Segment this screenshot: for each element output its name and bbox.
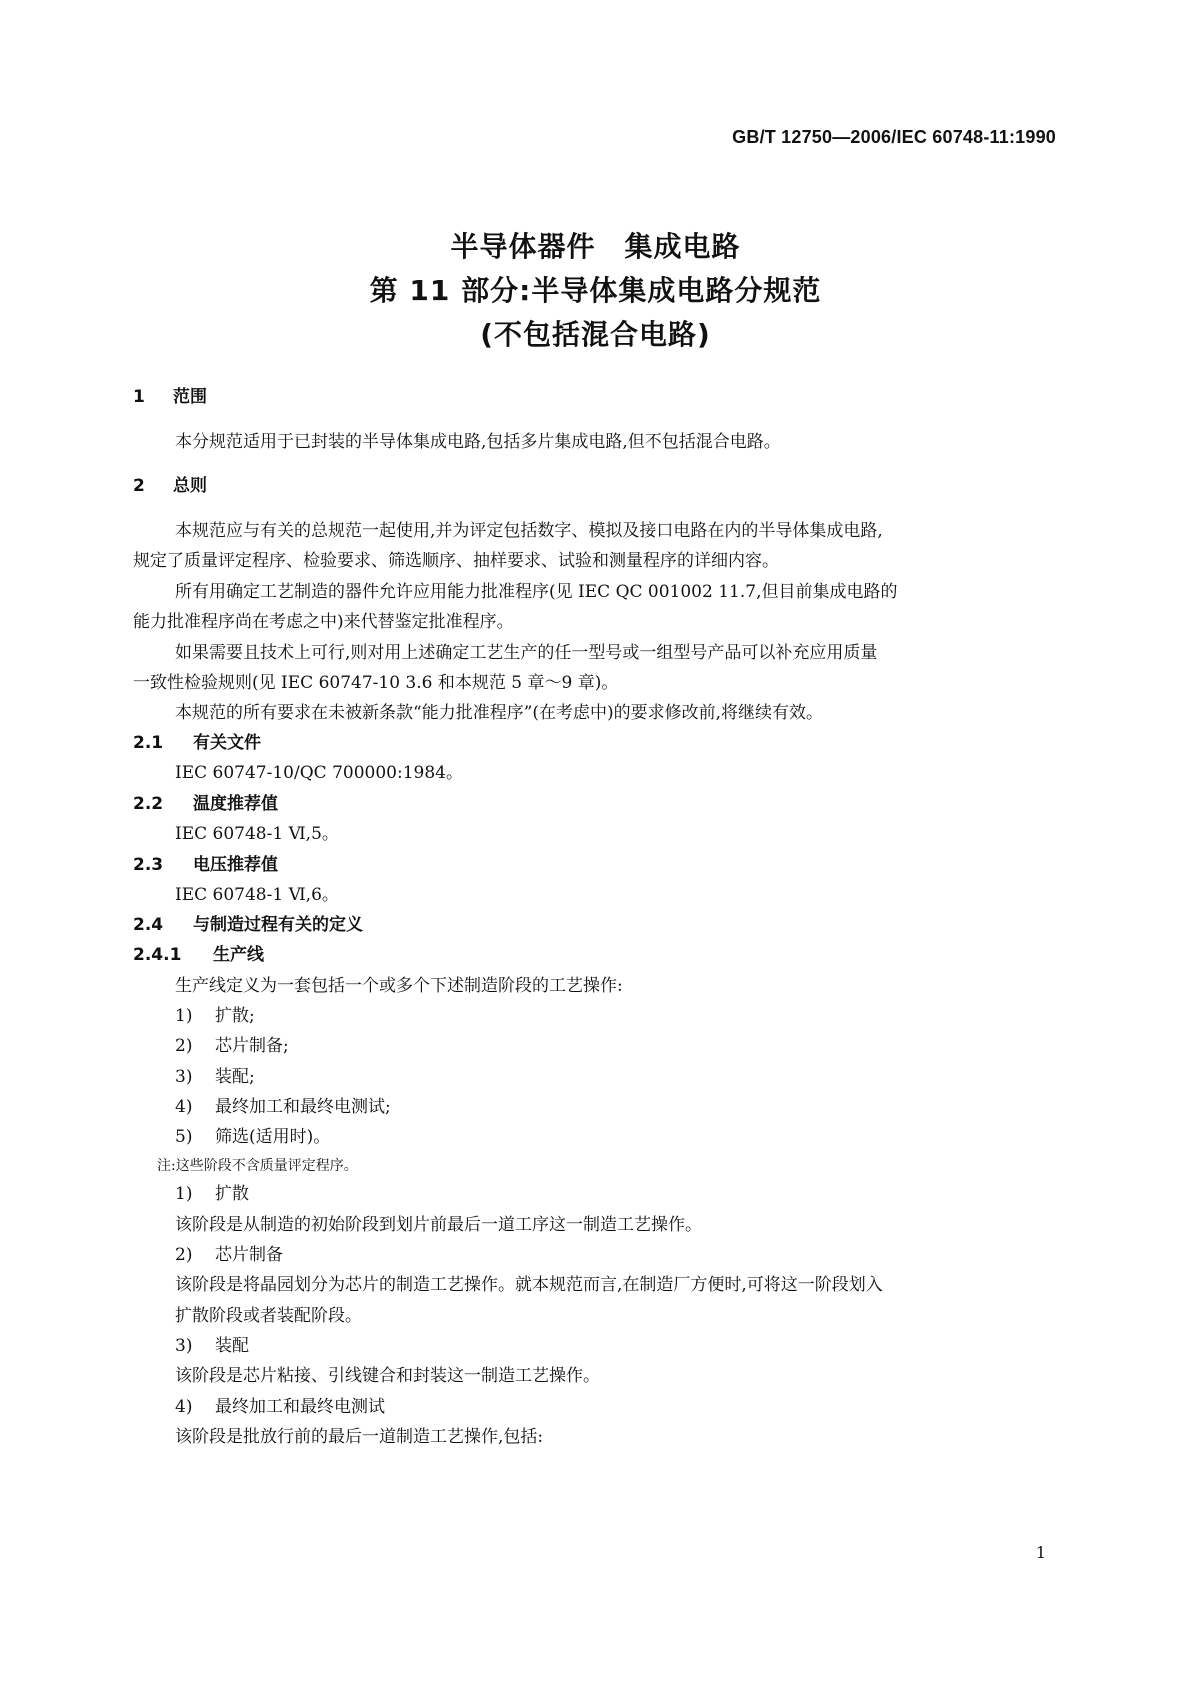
section-number: 2 xyxy=(133,476,145,496)
definition-heading xyxy=(175,1395,385,1419)
title-line-2: 第 11 部分:半导体集成电路分规范 xyxy=(369,274,822,307)
list-item xyxy=(175,1065,255,1089)
section-2-4-1-heading xyxy=(133,943,264,967)
section-2-4-heading xyxy=(133,913,363,937)
section-number: 2.1 xyxy=(133,733,164,753)
section-number: 1 xyxy=(133,387,145,407)
title-line-1: 半导体器件 集成电路 xyxy=(450,230,741,263)
paragraph: 本规范的所有要求在未被新条款“能力批准程序”(在考虑中)的要求修改前,将继续有效。 xyxy=(175,703,824,723)
list-number: 1) xyxy=(175,1184,193,1204)
paragraph: 本分规范适用于已封装的半导体集成电路,包括多片集成电路,但不包括混合电路。 xyxy=(175,432,781,452)
paragraph: IEC 60748-1 Ⅵ,5。 xyxy=(175,824,339,844)
list-text: 最终加工和最终电测试; xyxy=(215,1097,391,1117)
definition-text: 该阶段是从制造的初始阶段到划片前最后一道工序这一制造工艺操作。 xyxy=(175,1215,702,1235)
list-text: 扩散 xyxy=(215,1184,249,1204)
section-2-heading xyxy=(133,474,207,498)
section-number: 2.4 xyxy=(133,915,164,935)
section-number: 2.3 xyxy=(133,855,164,875)
list-number: 4) xyxy=(175,1097,193,1117)
definition-text: 该阶段是芯片粘接、引线键合和封装这一制造工艺操作。 xyxy=(175,1366,600,1386)
list-number: 5) xyxy=(175,1127,193,1147)
list-number: 1) xyxy=(175,1006,193,1026)
section-title: 生产线 xyxy=(213,945,264,965)
paragraph-continued: 能力批准程序尚在考虑之中)来代替鉴定批准程序。 xyxy=(133,612,514,632)
definition-heading xyxy=(175,1334,249,1358)
paragraph: IEC 60748-1 Ⅵ,6。 xyxy=(175,885,339,905)
note: 注:这些阶段不含质量评定程序。 xyxy=(157,1158,358,1174)
definition-text-continued: 扩散阶段或者装配阶段。 xyxy=(175,1306,362,1326)
list-text: 扩散; xyxy=(215,1006,255,1026)
section-title: 范围 xyxy=(173,387,207,407)
list-number: 2) xyxy=(175,1036,193,1056)
paragraph: 所有用确定工艺制造的器件允许应用能力批准程序(见 IEC QC 001002 11.7,但目前集成电路的 xyxy=(175,582,898,602)
list-item xyxy=(175,1125,330,1149)
section-title: 电压推荐值 xyxy=(193,855,278,875)
list-text: 筛选(适用时)。 xyxy=(215,1127,331,1147)
list-text: 芯片制备; xyxy=(215,1036,289,1056)
section-title: 与制造过程有关的定义 xyxy=(193,915,363,935)
list-item xyxy=(175,1004,255,1028)
page-number: 1 xyxy=(1035,1543,1046,1562)
list-text: 装配 xyxy=(215,1336,249,1356)
document-title xyxy=(0,225,1191,357)
title-line-3: (不包括混合电路) xyxy=(480,318,711,351)
list-item xyxy=(175,1095,391,1119)
definition-text: 该阶段是批放行前的最后一道制造工艺操作,包括: xyxy=(175,1427,544,1447)
list-number: 4) xyxy=(175,1397,193,1417)
standard-code-header: GB/T 12750—2006/IEC 60748-11:1990 xyxy=(732,127,1056,147)
section-1-heading xyxy=(133,385,207,409)
list-number: 3) xyxy=(175,1067,193,1087)
list-text: 芯片制备 xyxy=(215,1245,283,1265)
section-title: 温度推荐值 xyxy=(193,794,278,814)
section-number: 2.4.1 xyxy=(133,945,182,965)
section-title: 有关文件 xyxy=(193,733,261,753)
section-2-1-heading xyxy=(133,731,261,755)
paragraph: 本规范应与有关的总规范一起使用,并为评定包括数字、模拟及接口电路在内的半导体集成电路, xyxy=(175,521,883,541)
section-title: 总则 xyxy=(173,476,207,496)
paragraph: 生产线定义为一套包括一个或多个下述制造阶段的工艺操作: xyxy=(175,976,623,996)
section-number: 2.2 xyxy=(133,794,164,814)
section-2-2-heading xyxy=(133,792,278,816)
paragraph-continued: 一致性检验规则(见 IEC 60747-10 3.6 和本规范 5 章～9 章)。 xyxy=(133,673,619,693)
paragraph-continued: 规定了质量评定程序、检验要求、筛选顺序、抽样要求、试验和测量程序的详细内容。 xyxy=(133,551,779,571)
paragraph: IEC 60747-10/QC 700000:1984。 xyxy=(175,763,463,783)
list-item xyxy=(175,1034,289,1058)
definition-heading xyxy=(175,1182,249,1206)
paragraph: 如果需要且技术上可行,则对用上述确定工艺生产的任一型号或一组型号产品可以补充应用质量 xyxy=(175,643,878,663)
list-number: 2) xyxy=(175,1245,193,1265)
list-number: 3) xyxy=(175,1336,193,1356)
list-text: 最终加工和最终电测试 xyxy=(215,1397,385,1417)
section-2-3-heading xyxy=(133,853,278,877)
definition-text: 该阶段是将晶园划分为芯片的制造工艺操作。就本规范而言,在制造厂方便时,可将这一阶段划入 xyxy=(175,1275,883,1295)
definition-heading xyxy=(175,1243,283,1267)
list-text: 装配; xyxy=(215,1067,255,1087)
